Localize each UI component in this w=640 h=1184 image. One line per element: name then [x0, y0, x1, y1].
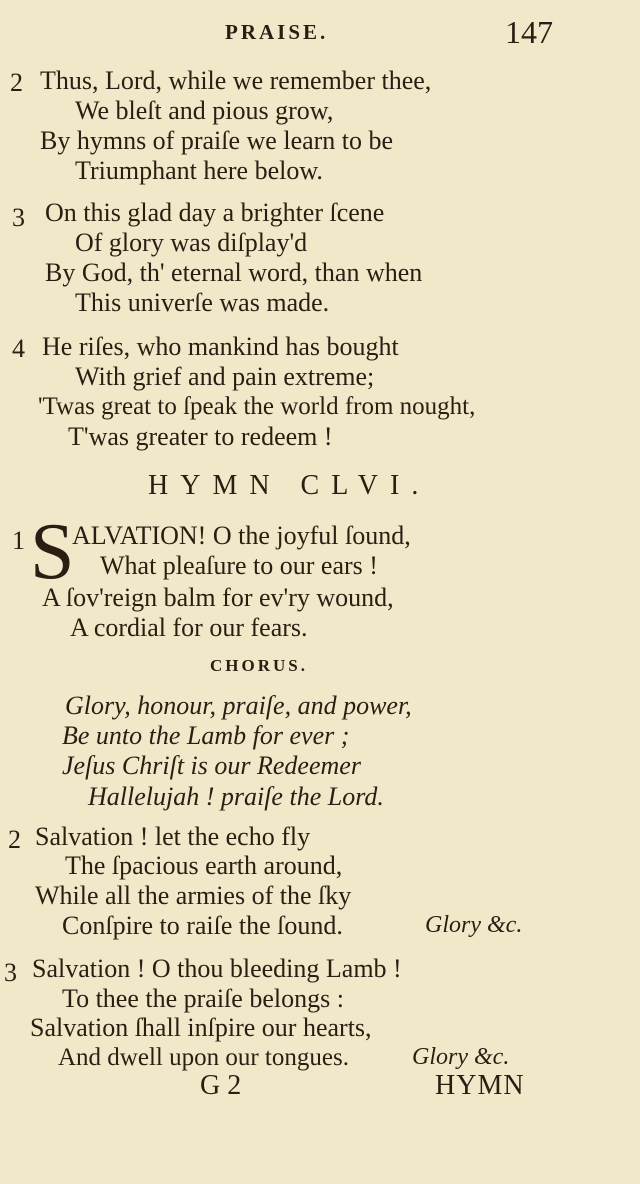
chorus-line: Be unto the Lamb for ever ; — [62, 721, 350, 750]
verse-line: To thee the praiſe belongs : — [62, 984, 344, 1013]
stanza-number: 1 — [12, 526, 25, 555]
verse-line: Salvation ! O thou bleeding Lamb ! — [32, 954, 402, 983]
stanza-number: 2 — [8, 825, 21, 854]
chorus-line: Glory, honour, praiſe, and power, — [65, 691, 412, 720]
verse-line: Thus, Lord, while we remember thee, — [40, 66, 432, 95]
signature-mark: G 2 — [200, 1070, 242, 1101]
page-number: 147 — [505, 14, 553, 50]
verse-line: A cordial for our fears. — [70, 613, 308, 642]
running-title: PRAISE. — [225, 20, 329, 44]
verse-line: We bleſt and pious grow, — [75, 96, 334, 125]
verse-line: Salvation ! let the echo fly — [35, 822, 311, 851]
verse-line: By God, th' eternal word, than when — [45, 258, 423, 287]
chorus-line: Jeſus Chriſt is our Redeemer — [62, 751, 361, 780]
verse-line: And dwell upon our tongues. — [58, 1044, 349, 1071]
verse-line: T'was greater to redeem ! — [68, 422, 333, 451]
verse-line: By hymns of praiſe we learn to be — [40, 126, 394, 155]
verse-line: Conſpire to raiſe the ſound. — [62, 911, 343, 940]
catchword: HYMN — [435, 1070, 525, 1101]
verse-line: While all the armies of the ſky — [35, 881, 352, 910]
drop-cap: S — [30, 508, 75, 596]
verse-line: With grief and pain extreme; — [75, 362, 375, 391]
stanza-number: 3 — [12, 203, 25, 232]
verse-line: Salvation ſhall inſpire our hearts, — [30, 1013, 372, 1042]
stanza-number: 4 — [12, 334, 25, 363]
running-head — [0, 14, 640, 54]
verse-line: Of glory was diſplay'd — [75, 228, 308, 257]
verse-line: A ſov'reign balm for ev'ry wound, — [42, 583, 394, 612]
chorus-label: CHORUS. — [210, 656, 308, 675]
verse-line: What pleaſure to our ears ! — [100, 551, 378, 580]
chorus-line: Hallelujah ! praiſe the Lord. — [88, 782, 384, 811]
refrain-cue: Glory &c. — [425, 912, 523, 938]
verse-line: This univerſe was made. — [75, 288, 330, 317]
verse-line: Triumphant here below. — [75, 156, 323, 185]
hymn-title: HYMN CLVI. — [148, 470, 431, 501]
stanza-number: 2 — [10, 68, 23, 97]
stanza-number: 3 — [4, 958, 17, 987]
verse-line: 'Twas great to ſpeak the world from nought, — [38, 393, 476, 420]
refrain-cue: Glory &c. — [412, 1044, 510, 1070]
verse-line: He riſes, who mankind has bought — [42, 332, 399, 361]
verse-line: ALVATION! O the joyful ſound, — [72, 521, 411, 550]
verse-line: The ſpacious earth around, — [65, 851, 343, 880]
verse-line: On this glad day a brighter ſcene — [45, 198, 385, 227]
